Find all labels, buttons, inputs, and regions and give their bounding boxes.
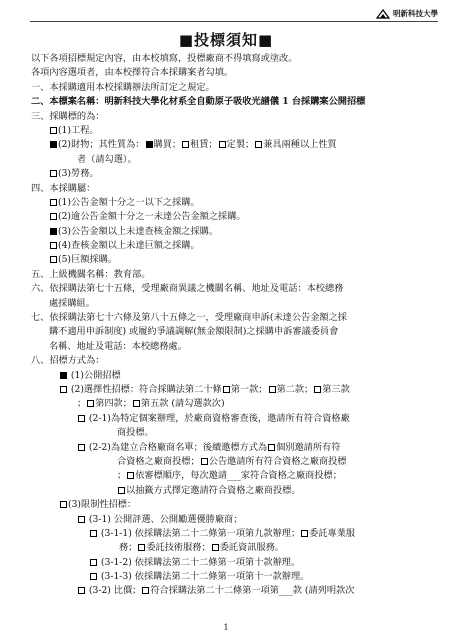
school-logo <box>376 8 438 19</box>
text-line: 六、依採購法第七十五條，受理廠商異議之機關名稱、地址及電話：本校總務 <box>31 283 344 295</box>
header-divider <box>30 21 438 22</box>
text-line: ； 第四款； 第五款 (請勾選款次) <box>77 398 225 410</box>
unchecked-box-icon[interactable] <box>50 127 57 134</box>
text-line: 名稱、地址及電話：本校總務處。 <box>49 340 187 352</box>
document-title: ■投標須知■ <box>178 31 274 49</box>
unchecked-box-icon[interactable] <box>78 444 85 451</box>
text-line: 者（請勾選）。 <box>77 153 137 165</box>
text-line: 以抽籤方式擇定邀請符合資格之廠商投標。 <box>31 484 441 498</box>
unchecked-box-icon[interactable] <box>78 587 85 594</box>
unchecked-box-icon[interactable] <box>301 530 308 537</box>
text-line: (3)公告金額以上未達查核金額之採購。 <box>31 225 441 239</box>
unchecked-box-icon[interactable] <box>50 213 57 220</box>
page-number: 1 <box>223 623 229 632</box>
school-name: 明新科技大學 <box>393 9 438 18</box>
text-line: (3)勞務。 <box>31 167 441 181</box>
unchecked-box-icon[interactable] <box>118 487 125 494</box>
unchecked-box-icon[interactable] <box>50 256 57 263</box>
text-line: (2-2)為建立合格廠商名單；後續邀標方式為 個別邀請所有符 <box>31 441 441 455</box>
text-line: (3-1-1) 依採購法第二十二條第一項第九款辦理； 委託專業服 <box>31 527 441 541</box>
unchecked-box-icon[interactable] <box>142 587 149 594</box>
text-line: 七、依採購法第七十六條及第八十五條之一，受理廠商申訴(未達公告金額之採 <box>31 312 347 324</box>
text-line: 合資格之廠商投標； 公告邀請所有符合資格之廠商投標 <box>117 455 347 467</box>
unchecked-box-icon[interactable] <box>255 141 262 148</box>
text-line: (3-1-3) 依採購法第二十二條第一項第十一款辦理。 <box>31 570 441 584</box>
unchecked-box-icon[interactable] <box>60 386 67 393</box>
text-line: 以下各項招標規定內容，由本校填寫，投標廠商不得填寫或塗改。 <box>31 53 298 64</box>
unchecked-box-icon[interactable] <box>90 559 97 566</box>
text-line: (2)逾公告金額十分之一未達公告金額之採購。 <box>31 210 441 224</box>
text-line: 處採購組。 <box>49 297 95 309</box>
text-line: 購不適用申訴制度) 或履約爭議調解(無金額限制)之採購申訴審議委員會 <box>49 326 339 338</box>
unchecked-box-icon[interactable] <box>87 400 94 407</box>
school-emblem-icon <box>376 9 390 19</box>
text-line: 五、上級機關名稱：教育部。 <box>31 268 151 280</box>
unchecked-box-icon[interactable] <box>90 530 97 537</box>
text-line: 商投標。 <box>117 427 154 439</box>
unchecked-box-icon[interactable] <box>223 386 230 393</box>
text-line: 四、本採購屬： <box>31 182 96 194</box>
text-line: (1)公開招標 <box>31 369 441 383</box>
unchecked-box-icon[interactable] <box>138 544 145 551</box>
text-line: 一、本採購適用本校採購辦法所訂定之規定。 <box>31 81 215 93</box>
unchecked-box-icon[interactable] <box>78 415 85 422</box>
text-line: 八、招標方式為： <box>31 355 105 367</box>
text-line: ； 依審標順序，每次邀請___家符合資格之廠商投標； <box>117 470 342 482</box>
unchecked-box-icon[interactable] <box>50 199 57 206</box>
unchecked-box-icon[interactable] <box>90 573 97 580</box>
text-line: (1)工程。 <box>31 124 441 138</box>
text-line: 各項內容選項者，由本校擇符合本採購案者勾填。 <box>31 67 234 79</box>
text-line: (3)限制性招標： <box>31 498 441 512</box>
unchecked-box-icon[interactable] <box>60 501 67 508</box>
text-line: (2)選擇性招標：符合採購法第二十條 第一款； 第二款； 第三款 <box>31 383 441 397</box>
unchecked-box-icon[interactable] <box>50 242 57 249</box>
unchecked-box-icon[interactable] <box>212 544 219 551</box>
checked-box-icon[interactable] <box>50 228 57 235</box>
text-line: (3-1) 公開評選、公開勵選優勝廠商； <box>31 513 441 527</box>
text-line: (4)查核金額以上未達巨額之採購。 <box>31 239 441 253</box>
text-line: (2-1)為特定個案辦理，於廠商資格審查後，邀請所有符合資格廠 <box>31 412 441 426</box>
unchecked-box-icon[interactable] <box>50 170 57 177</box>
text-line: (1)公告金額十分之一以下之採購。 <box>31 196 441 210</box>
text-line: 二、本標案名稱：明新科技大學化材系全自動原子吸收光譜儀 1 台採購案公開招標 <box>31 96 366 108</box>
unchecked-box-icon[interactable] <box>78 516 85 523</box>
text-line: (5)巨額採購。 <box>31 253 441 267</box>
document-body <box>31 52 441 599</box>
unchecked-box-icon[interactable] <box>269 386 276 393</box>
unchecked-box-icon[interactable] <box>133 400 140 407</box>
checked-box-icon[interactable] <box>146 141 153 148</box>
unchecked-box-icon[interactable] <box>127 472 134 479</box>
unchecked-box-icon[interactable] <box>314 386 321 393</box>
text-line: (3-1-2) 依採購法第二十二條第一項第十款辦理。 <box>31 556 441 570</box>
checked-box-icon[interactable] <box>50 141 57 148</box>
checked-box-icon[interactable] <box>60 372 67 379</box>
unchecked-box-icon[interactable] <box>268 444 275 451</box>
text-line: (2)財物；其性質為： 購買； 租賃； 定製； 兼具兩種以上性質 <box>31 138 441 152</box>
text-line: 三、採購標的為： <box>31 110 105 122</box>
unchecked-box-icon[interactable] <box>182 141 189 148</box>
text-line: (3-2) 比價； 符合採購法第二十二條第一項第___款 (請列明款次 <box>31 584 441 598</box>
text-line: 務； 委託技術服務； 委託資訊服務。 <box>119 542 284 554</box>
unchecked-box-icon[interactable] <box>219 141 226 148</box>
unchecked-box-icon[interactable] <box>201 458 208 465</box>
